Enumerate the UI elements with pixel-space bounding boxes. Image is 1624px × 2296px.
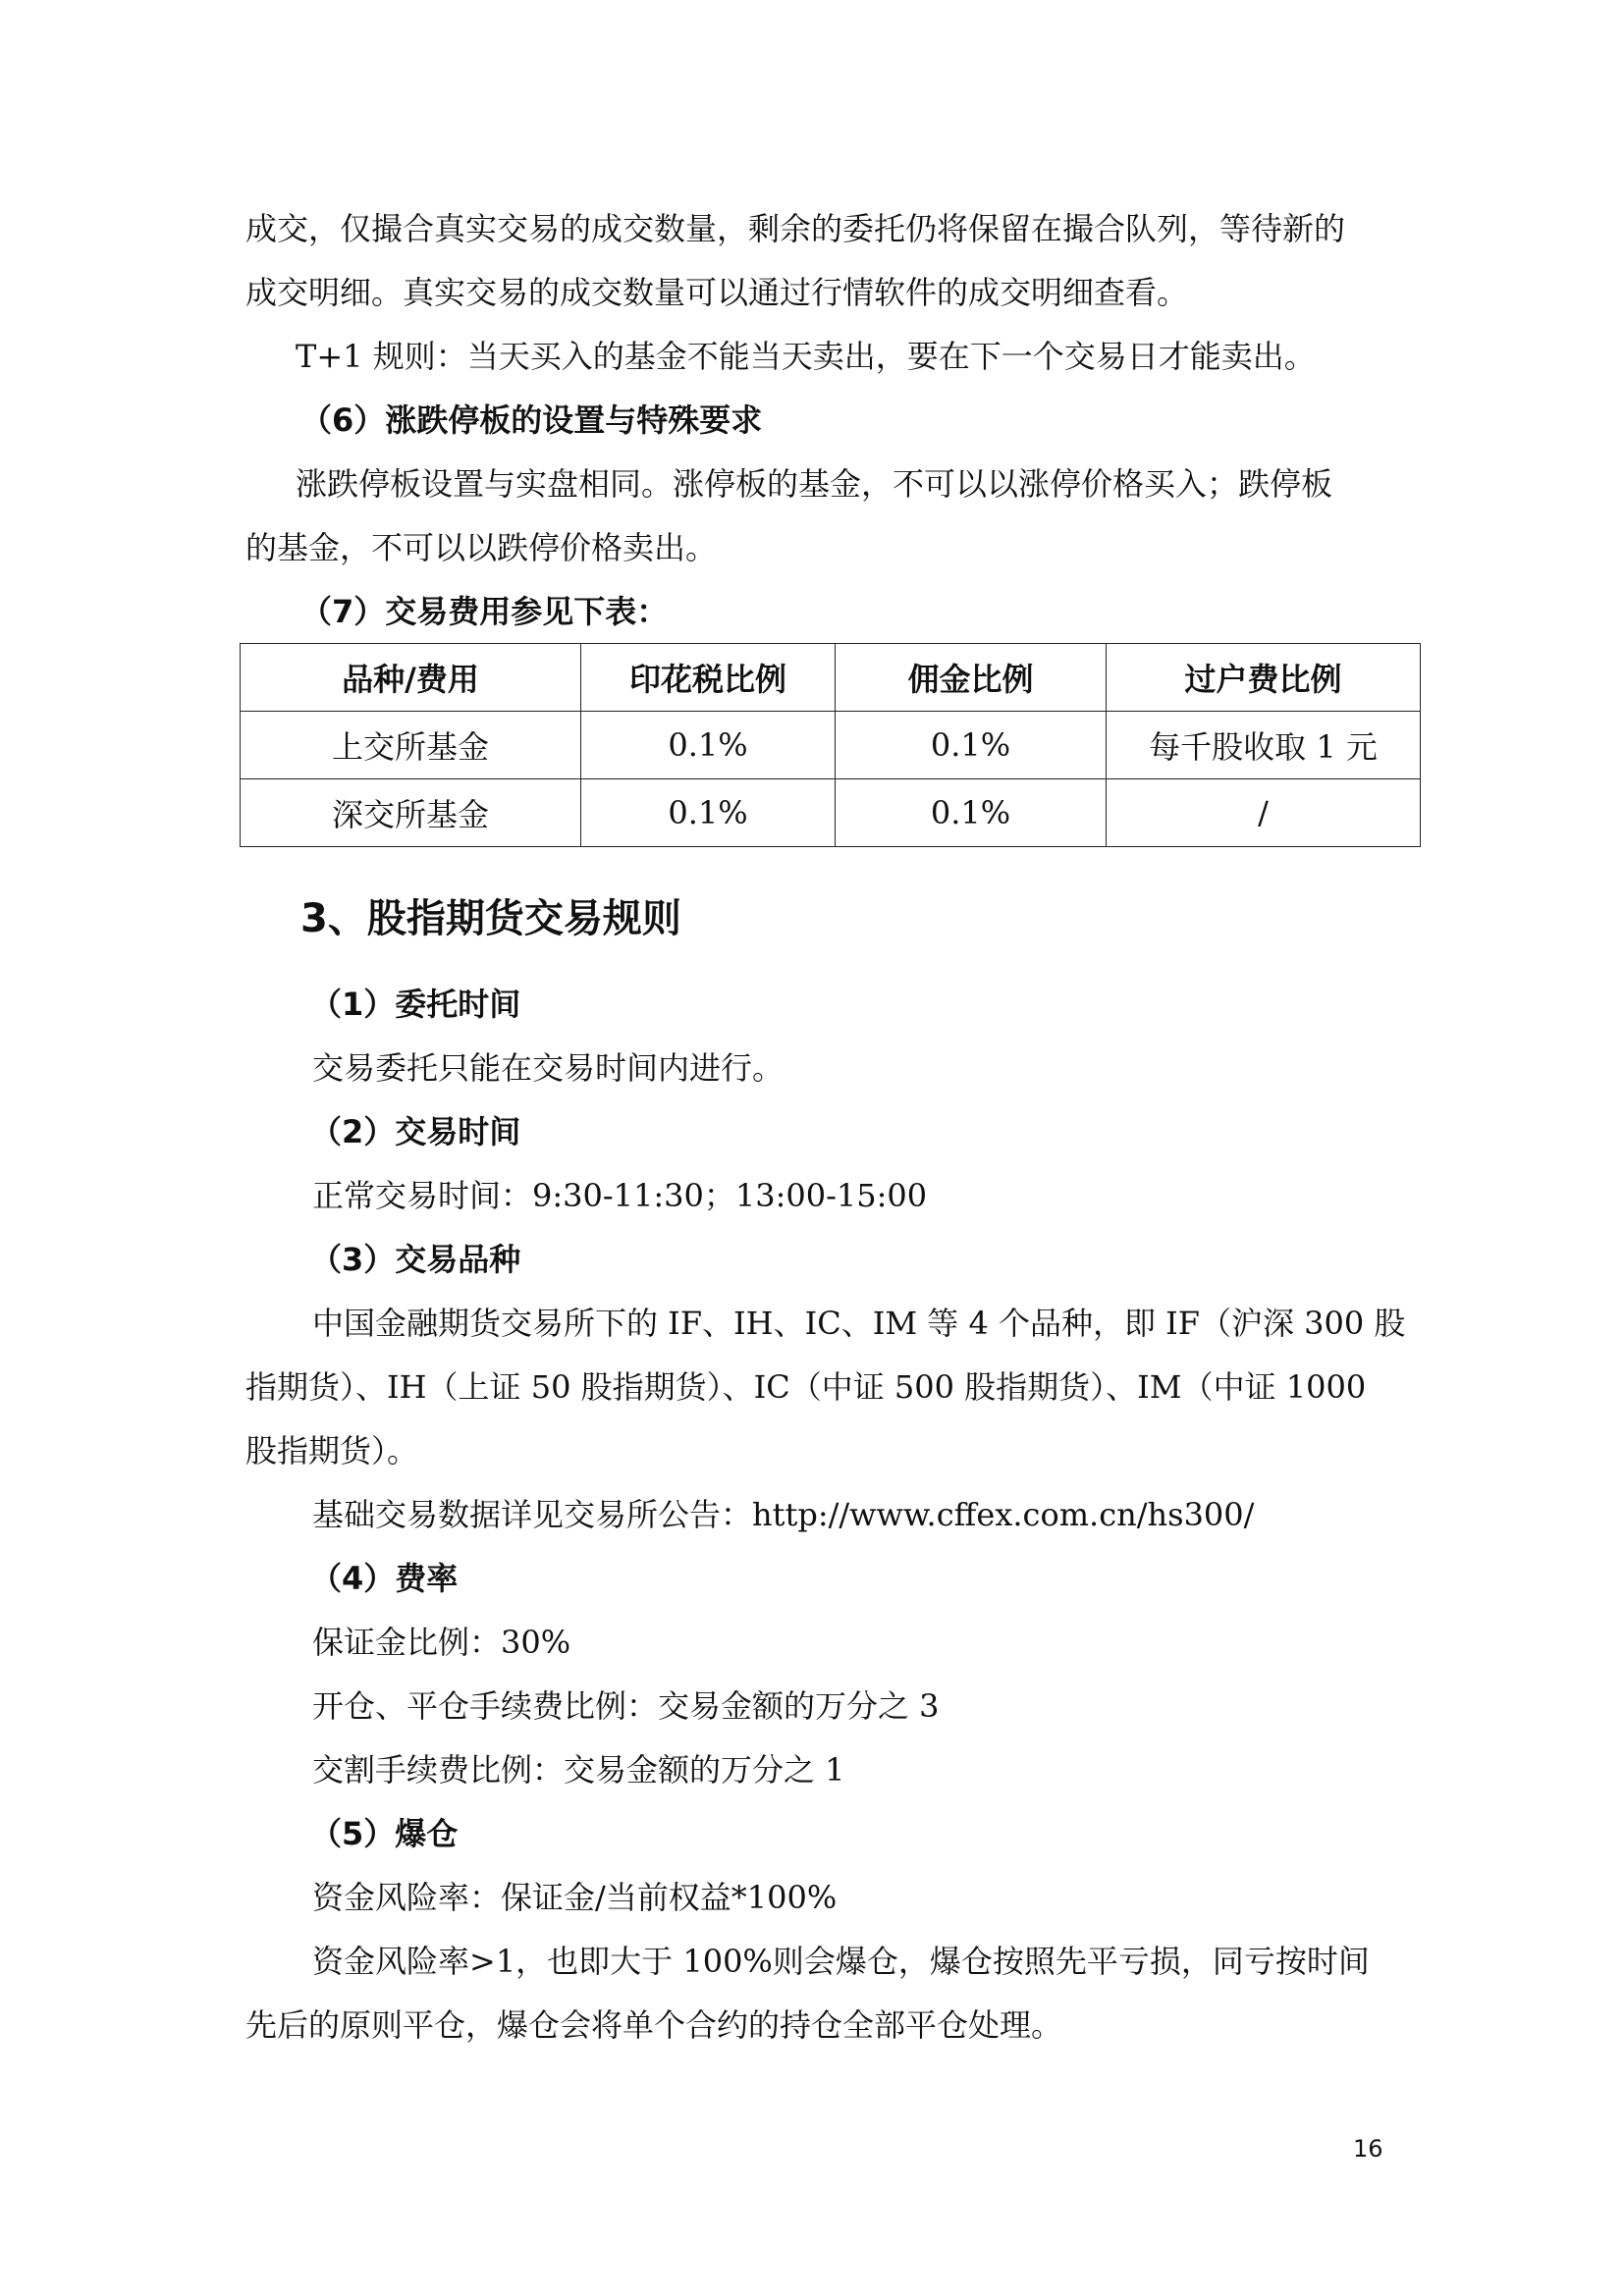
exchange-link-text: 基础交易数据详见交易所公告：http://www.cffex.com.cn/hs300/ <box>312 1496 1255 1533</box>
table-cell: 0.1% <box>836 712 1107 779</box>
table-cell: / <box>1107 779 1421 847</box>
fee-table <box>240 643 1421 847</box>
paragraph-line: 开仓、平仓手续费比例：交易金额的万分之 3 <box>312 1687 940 1725</box>
heading-trading-time: （2）交易时间 <box>310 1113 521 1150</box>
table-cell: 0.1% <box>836 779 1107 847</box>
paragraph-line: 资金风险率：保证金/当前权益*100% <box>312 1879 838 1916</box>
table-row <box>241 779 1421 847</box>
paragraph-line: 资金风险率>1，也即大于 100%则会爆仓，爆仓按照先平亏损，同亏按时间 <box>312 1943 1370 1980</box>
paragraph-line: 中国金融期货交易所下的 IF、IH、IC、IM 等 4 个品种，即 IF（沪深 300 股 <box>312 1305 1406 1342</box>
page-number: 16 <box>1353 2135 1383 2163</box>
paragraph-line: 的基金，不可以以跌停价格卖出。 <box>245 529 718 566</box>
paragraph-line: 成交，仅撮合真实交易的成交数量，剩余的委托仍将保留在撮合队列，等待新的 <box>245 210 1346 247</box>
table-cell: 深交所基金 <box>241 779 581 847</box>
heading-trading-products: （3）交易品种 <box>310 1241 521 1278</box>
heading-liquidation: （5）爆仓 <box>310 1815 459 1852</box>
table-header-cell: 印花税比例 <box>581 644 836 712</box>
paragraph-line: 涨跌停板设置与实盘相同。涨停板的基金，不可以以涨停价格买入；跌停板 <box>296 465 1333 503</box>
heading-fee-table: （7）交易费用参见下表： <box>300 593 669 630</box>
paragraph-line: 成交明细。真实交易的成交数量可以通过行情软件的成交明细查看。 <box>245 274 1189 311</box>
table-header-cell: 品种/费用 <box>241 644 581 712</box>
paragraph-line: 股指期货）。 <box>245 1432 419 1469</box>
section-title: 3、股指期货交易规则 <box>300 896 681 941</box>
table-header-cell: 佣金比例 <box>836 644 1107 712</box>
paragraph-line: 先后的原则平仓，爆仓会将单个合约的持仓全部平仓处理。 <box>245 2006 1063 2044</box>
paragraph-line: 交割手续费比例：交易金额的万分之 1 <box>312 1751 845 1789</box>
t1-rule-text: T+1 规则：当天买入的基金不能当天卖出，要在下一个交易日才能卖出。 <box>296 338 1316 375</box>
paragraph-line: 保证金比例：30% <box>312 1624 571 1661</box>
table-row <box>241 712 1421 779</box>
table-cell: 0.1% <box>581 779 836 847</box>
table-cell: 0.1% <box>581 712 836 779</box>
table-cell: 每千股收取 1 元 <box>1107 712 1421 779</box>
table-cell: 上交所基金 <box>241 712 581 779</box>
table-header-cell: 过户费比例 <box>1107 644 1421 712</box>
table-header-row <box>241 644 1421 712</box>
paragraph-line: 交易委托只能在交易时间内进行。 <box>312 1049 785 1087</box>
paragraph-line: 指期货）、IH（上证 50 股指期货）、IC（中证 500 股指期货）、IM（中证 1000 <box>245 1368 1367 1406</box>
heading-fees: （4）费率 <box>310 1560 459 1597</box>
heading-order-time: （1）委托时间 <box>310 986 521 1023</box>
heading-limit-rules: （6）涨跌停板的设置与特殊要求 <box>300 401 763 439</box>
paragraph-line: 正常交易时间：9:30-11:30；13:00-15:00 <box>312 1177 928 1214</box>
